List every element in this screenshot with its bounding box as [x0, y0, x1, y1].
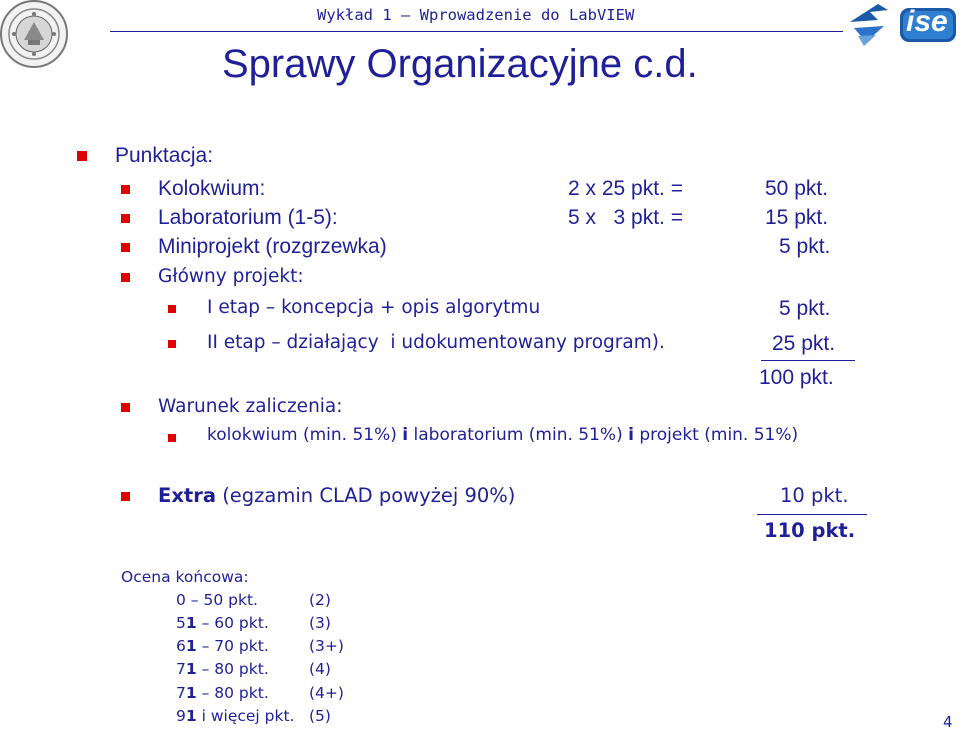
- course-header: Wykład 1 – Wprowadzenie do LabVIEW: [317, 6, 635, 24]
- scoring-item-label: Główny projekt:: [158, 266, 304, 287]
- bullet-level2: [121, 492, 130, 501]
- grade-row: [176, 591, 258, 609]
- scoring-item-points: 50 pkt.: [765, 177, 829, 200]
- grade-value: (2): [309, 591, 331, 609]
- grade-value: (4): [309, 660, 331, 678]
- grade-value: (5): [309, 707, 331, 725]
- requirement-project: projekt (min. 51%): [633, 425, 799, 445]
- requirement-colloquium: kolokwium (min. 51%): [207, 425, 403, 445]
- grade-value: (3+): [309, 637, 344, 655]
- grade-value: (3): [309, 614, 331, 632]
- bullet-level2: [121, 214, 130, 223]
- grand-total-underline: [757, 514, 867, 515]
- extra-label-bold: Extra: [158, 484, 216, 507]
- grade-range: i więcej pkt.: [196, 707, 295, 725]
- requirements-text: [207, 425, 798, 445]
- grade-range: – 50 pkt.: [185, 591, 258, 609]
- bullet-level1: [77, 151, 87, 161]
- sum-underline: [761, 360, 855, 361]
- grade-row: [176, 614, 269, 632]
- grade-range: – 80 pkt.: [196, 684, 269, 702]
- project-stage-label: II etap – działający i udokumentowany program).: [207, 332, 665, 353]
- extra-points: 10 pkt.: [780, 484, 849, 507]
- bullet-level3: [168, 340, 176, 348]
- grade-range: – 70 pkt.: [196, 637, 269, 655]
- extra-label: [158, 484, 515, 507]
- project-stage-label: I etap – koncepcja + opis algorytmu: [207, 297, 541, 318]
- scoring-item-label: Kolokwium:: [158, 177, 266, 200]
- requirement-and: i: [628, 425, 634, 445]
- grade-row: [176, 707, 294, 725]
- grade-range: – 80 pkt.: [196, 660, 269, 678]
- scoring-item-label: Laboratorium (1-5):: [158, 206, 338, 229]
- slide-title: Sprawy Organizacyjne c.d.: [222, 42, 698, 86]
- grade-from: 7: [176, 684, 186, 702]
- grade-from-bold-digit: 1: [185, 684, 197, 702]
- grade-from-bold-digit: 1: [185, 637, 197, 655]
- grade-from-bold-digit: 1: [185, 707, 197, 725]
- extra-label-rest: (egzamin CLAD powyżej 90%): [216, 484, 516, 507]
- scoring-item-points: 15 pkt.: [765, 206, 829, 229]
- scoring-heading: Punktacja:: [115, 144, 214, 167]
- bullet-level2: [121, 403, 130, 412]
- grade-value: (4+): [309, 684, 344, 702]
- ise-logo: [848, 2, 958, 48]
- grade-from: 5: [176, 614, 186, 632]
- bullet-level3: [168, 305, 176, 313]
- header-rule: [110, 31, 843, 32]
- bullet-level3: [168, 434, 176, 442]
- grade-from: 6: [176, 637, 186, 655]
- scoring-item-points: 5 pkt.: [779, 235, 831, 258]
- grade-from-bold-digit: 1: [185, 660, 197, 678]
- page-number: 4: [943, 713, 953, 731]
- grade-row: [176, 660, 269, 678]
- bullet-level2: [121, 185, 130, 194]
- scoring-item-formula: 2 x 25 pkt. =: [568, 177, 683, 200]
- project-stage-points: 5 pkt.: [779, 297, 831, 320]
- requirement-laboratory: laboratorium (min. 51%): [408, 425, 629, 445]
- bullet-level2: [121, 243, 130, 252]
- grade-row: [176, 684, 269, 702]
- grade-row: [176, 637, 269, 655]
- points-total: 100 pkt.: [759, 366, 834, 389]
- grade-from-bold-digit: 1: [185, 614, 197, 632]
- ise-logo-text: ise: [906, 5, 948, 38]
- grand-total: 110 pkt.: [764, 519, 856, 542]
- grades-heading: Ocena końcowa:: [121, 568, 249, 586]
- requirements-heading: Warunek zaliczenia:: [158, 396, 343, 417]
- project-stage-points: 25 pkt.: [772, 332, 836, 355]
- university-seal: [0, 0, 72, 72]
- grade-range: – 60 pkt.: [196, 614, 269, 632]
- requirement-and: i: [402, 425, 409, 445]
- scoring-item-formula: 5 x 3 pkt. =: [568, 206, 683, 229]
- bullet-level2: [121, 273, 130, 282]
- scoring-item-label: Miniprojekt (rozgrzewka): [158, 235, 387, 258]
- grade-from: 0: [176, 591, 186, 609]
- grade-from: 7: [176, 660, 186, 678]
- grade-from: 9: [176, 707, 186, 725]
